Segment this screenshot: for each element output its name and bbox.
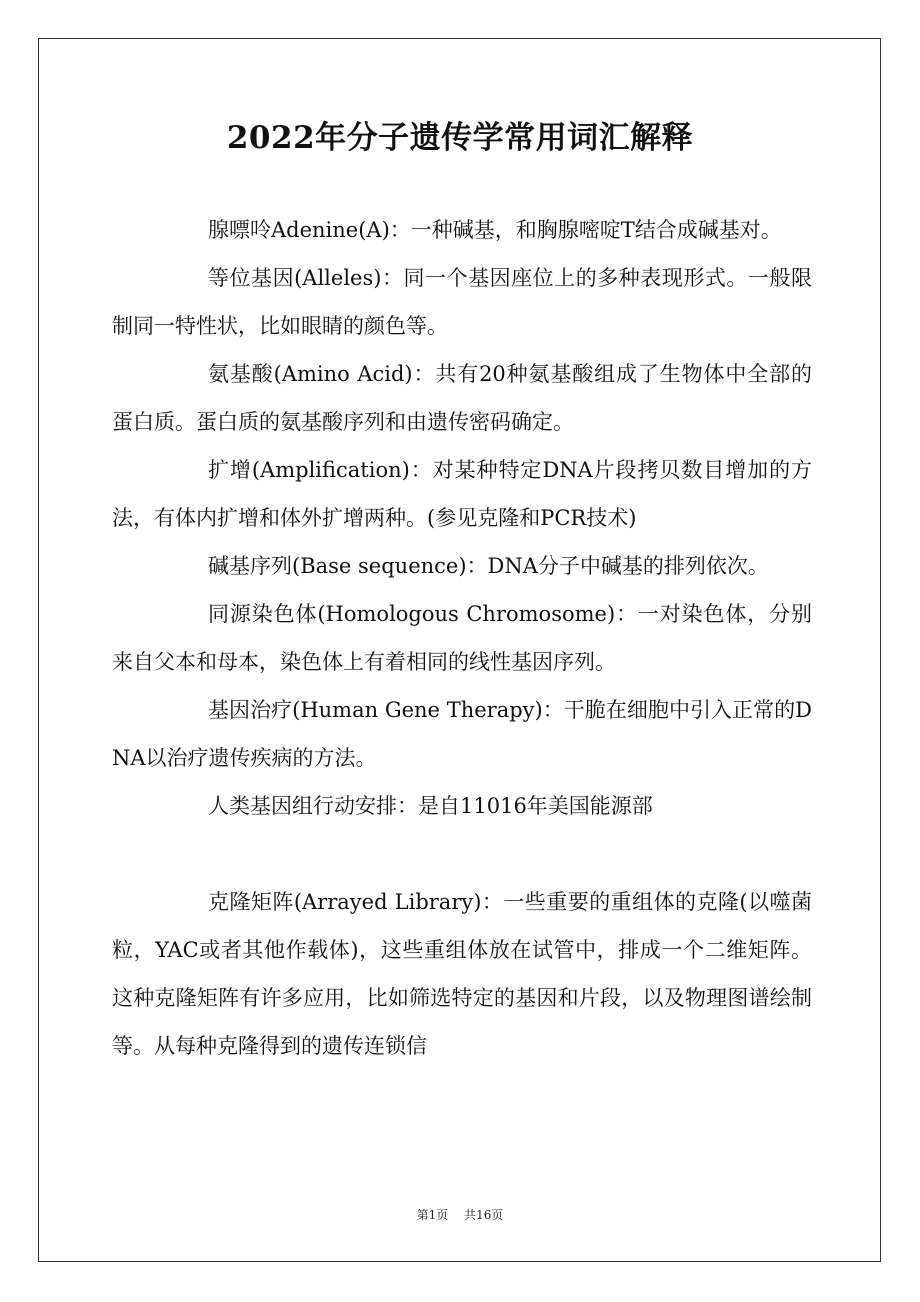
paragraph-base-sequence: 碱基序列(Base sequence)：DNA分子中碱基的排列依次。 [208,554,769,578]
paragraph-amplification: 扩增(Amplification)：对某种特定DNA片段拷贝数目增加的方法，有体内扩增和体外扩增两种。(参见克隆和PCR技术) [112,458,812,530]
paragraph-arrayed-library: 克隆矩阵(Arrayed Library)：一些重要的重组体的克隆(以噬菌粒，YAC或者其他作载体)，这些重组体放在试管中，排成一个二维矩阵。这种克隆矩阵有许多应用，比如筛选特定的基因和片段，以及物理图谱绘制等。从每种克隆得到的遗传连锁信 [112,890,812,1058]
paragraph-homologous-chromosome: 同源染色体(Homologous Chromosome)：一对染色体，分别来自父本和母本，染色体上有着相同的线性基因序列。 [112,602,812,674]
paragraph-alleles: 等位基因(Alleles)：同一个基因座位上的多种表现形式。一般限制同一特性状，比如眼睛的颜色等。 [112,266,812,338]
document-body [112,206,812,1070]
page-footer [0,1206,920,1223]
document-title: 2022年分子遗传学常用词汇解释 [226,120,694,156]
page-total: 共16页 [464,1208,504,1222]
paragraph-adenine: 腺嘌呤Adenine(A)：一种碱基，和胸腺嘧啶T结合成碱基对。 [208,218,782,242]
paragraph-amino-acid: 氨基酸(Amino Acid)：共有20种氨基酸组成了生物体中全部的蛋白质。蛋白质的氨基酸序列和由遗传密码确定。 [112,362,812,434]
paragraph-gene-therapy: 基因治疗(Human Gene Therapy)：干脆在细胞中引入正常的DNA以治疗遗传疾病的方法。 [112,698,812,770]
page-number: 第1页 [416,1208,449,1222]
paragraph-human-genome-project: 人类基因组行动安排：是自11016年美国能源部 [208,794,653,818]
